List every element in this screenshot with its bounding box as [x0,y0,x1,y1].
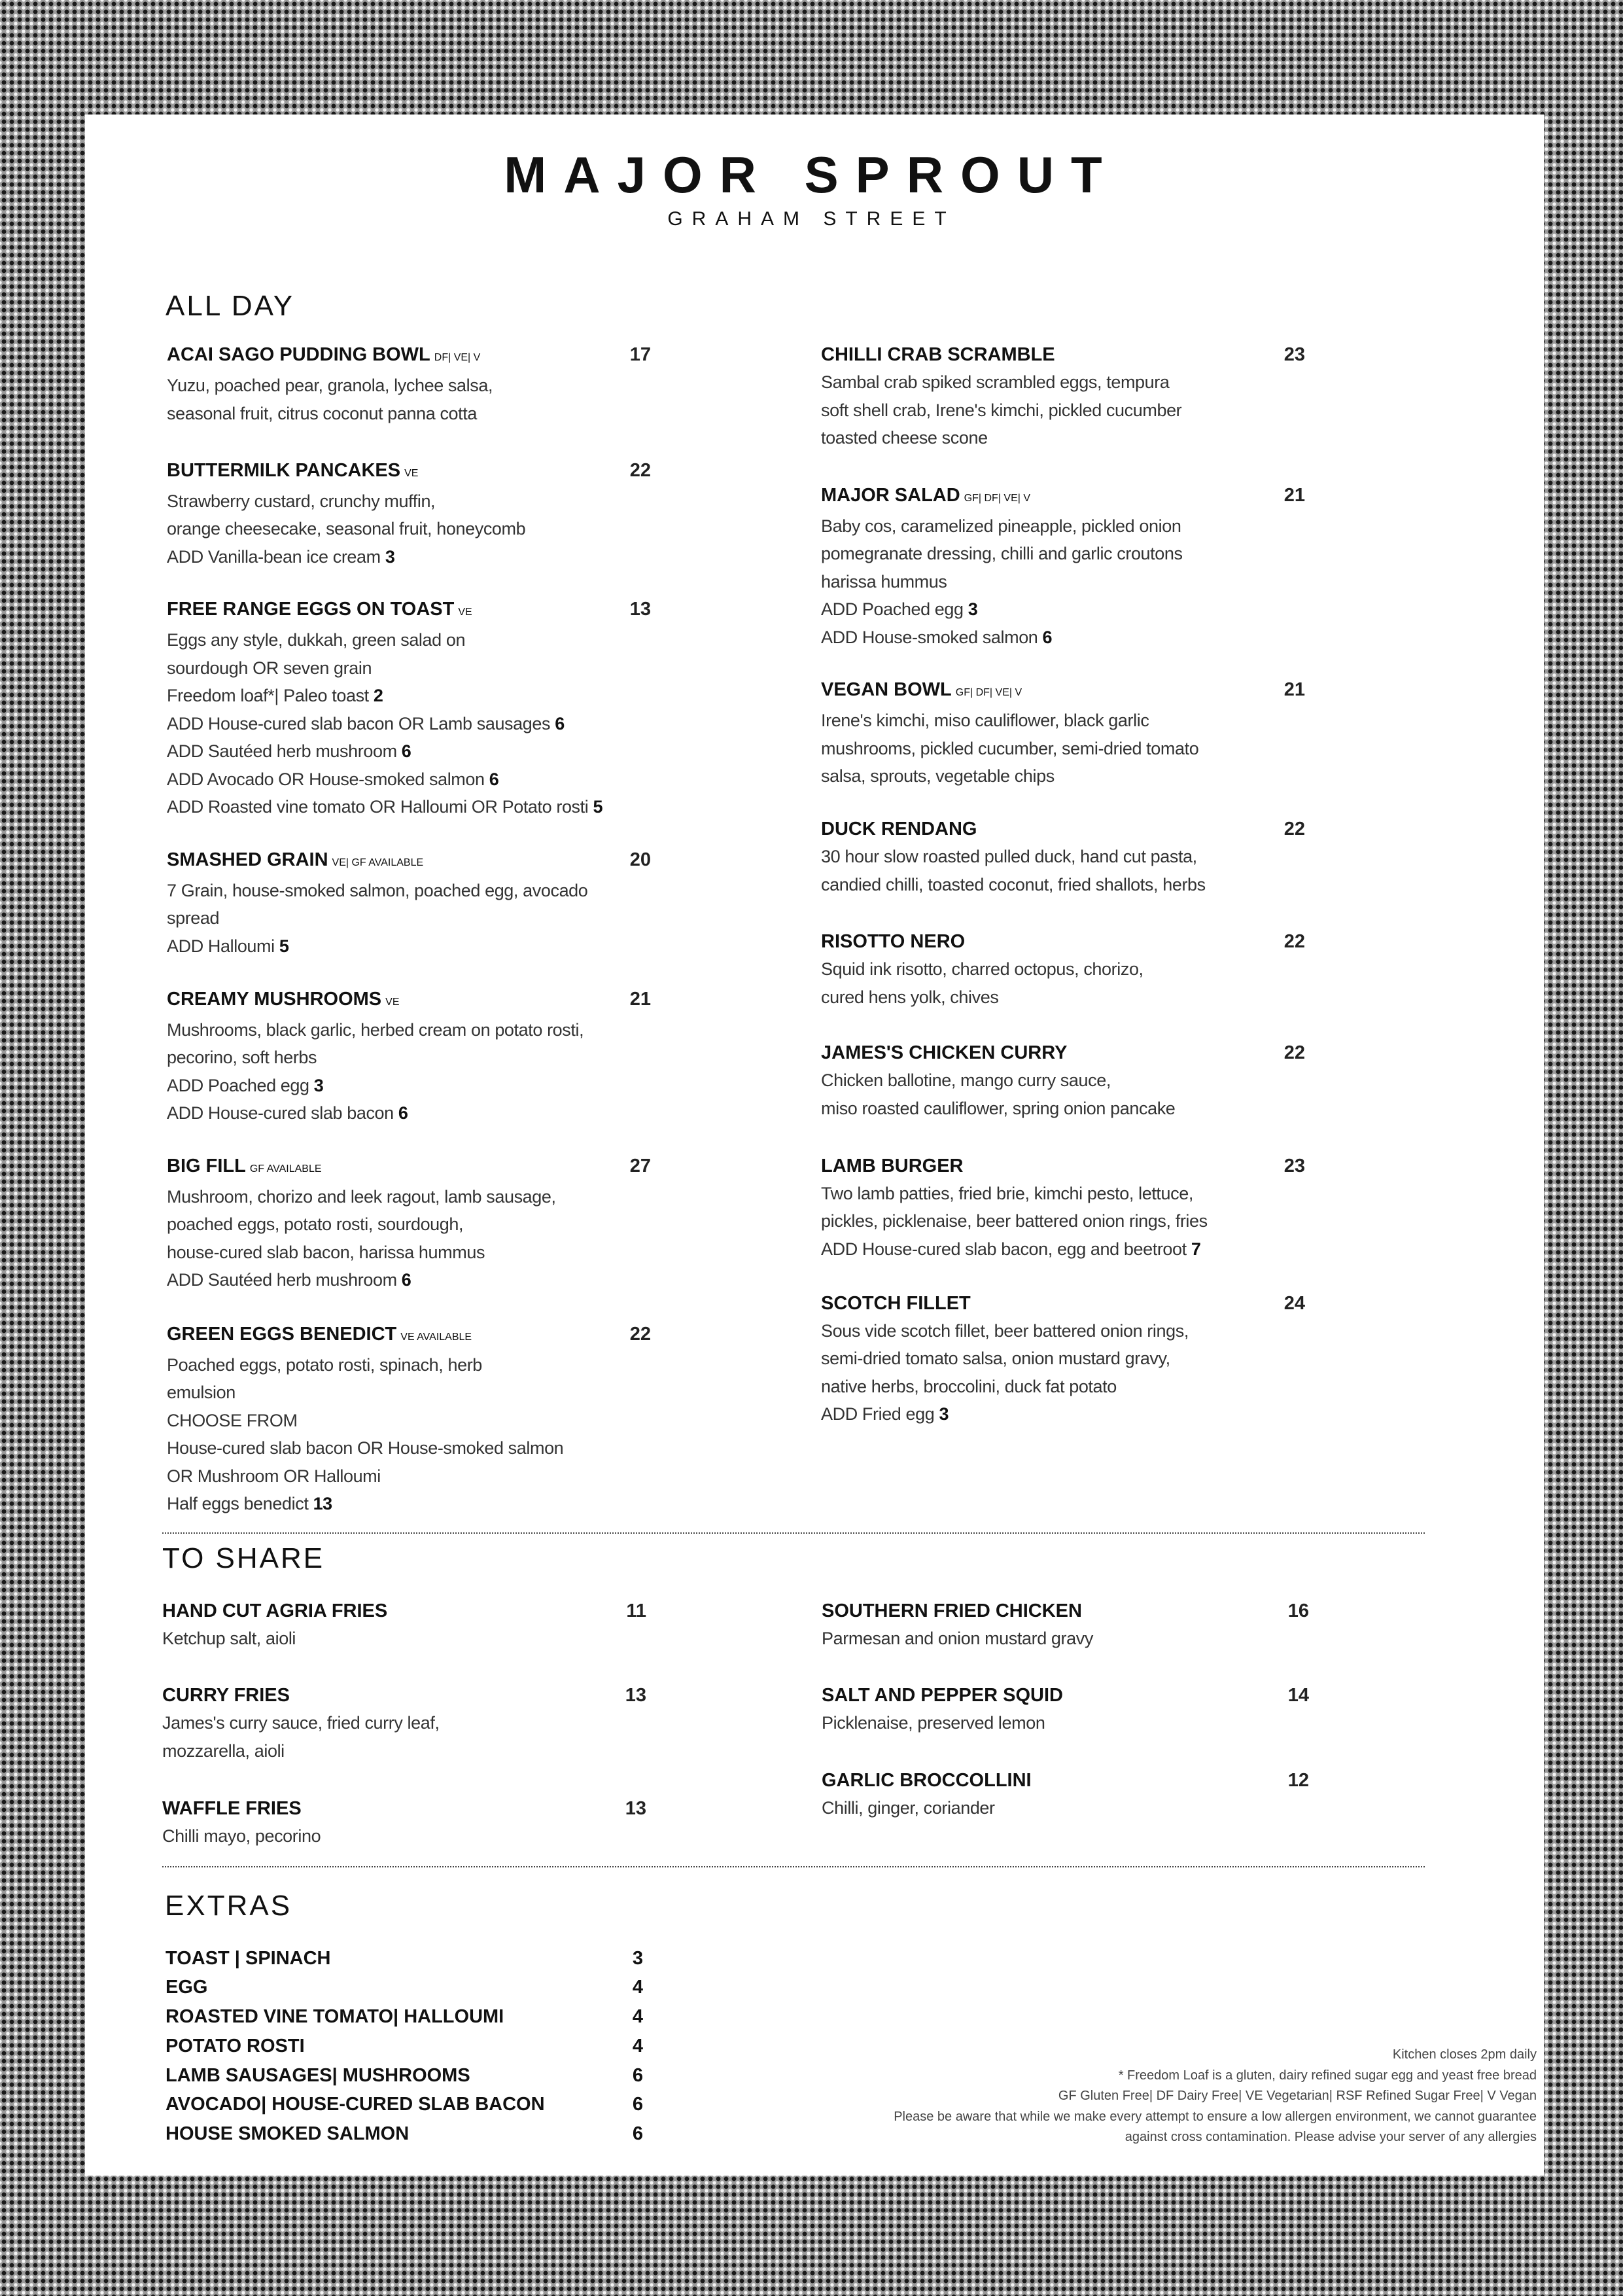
item-name: CHILLI CRAB SCRAMBLE [821,344,1055,366]
footer-line: against cross contamination. Please advise your server of any allergies [1125,2130,1537,2144]
item-price: 16 [1287,1600,1309,1621]
location-subtitle: GRAHAM STREET [667,208,956,230]
item-price: 12 [1287,1770,1309,1792]
line-text: sourdough OR seven grain [167,658,372,678]
item-title [167,985,651,1016]
dietary-tags: VE| GF AVAILABLE [332,857,424,868]
line-text: house-cured slab bacon, harissa hummus [167,1242,485,1262]
item-description-line [167,710,651,738]
footer-line: * Freedom Loaf is a gluten, dairy refined sugar egg and yeast free bread [1118,2068,1537,2083]
line-text: ADD House-cured slab bacon OR Lamb sausages [167,713,551,733]
item-description-line [167,1407,651,1435]
item-name: JAMES'S CHICKEN CURRY [821,1042,1068,1064]
menu-item [162,1597,646,1653]
item-description-line [167,654,651,682]
addon-price: 2 [373,686,383,706]
menu-item [162,1795,646,1850]
dietary-tags: VE [404,467,419,479]
line-text: James's curry sauce, fried curry leaf, [162,1713,440,1733]
item-description-line [821,762,1305,790]
item-description-line [821,707,1305,735]
item-description-line [167,1434,651,1462]
item-description-line [167,877,651,905]
line-text: ADD Sautéed herb mushroom [167,1270,397,1290]
divider [162,1866,1425,1867]
item-price: 24 [1283,1292,1305,1314]
brand-logo: MAJOR SPROUT [504,146,1119,203]
item-price: 17 [629,344,651,366]
line-text: ADD Poached egg [821,599,964,620]
item-name: SALT AND PEPPER SQUID [822,1685,1063,1706]
line-text: Freedom loaf*| Paleo toast [167,686,369,706]
line-text: ADD Halloumi [167,936,275,956]
extra-price: 6 [632,2123,643,2144]
line-text: ADD House-smoked salmon [821,627,1038,647]
line-text: Sambal crab spiked scrambled eggs, tempura [821,372,1170,393]
addon-price: 5 [593,797,603,817]
item-title [822,1767,1309,1794]
line-text: Mushroom, chorizo and leek ragout, lamb sausage, [167,1186,556,1207]
line-text: pomegranate dressing, chilli and garlic croutons [821,544,1183,564]
line-text: toasted cheese scone [821,428,988,448]
line-text: Two lamb patties, fried brie, kimchi pesto, lettuce, [821,1183,1193,1203]
extra-name: AVOCADO| HOUSE-CURED SLAB BACON [166,2094,545,2115]
line-text: ADD House-cured slab bacon, egg and beetroot [821,1239,1187,1259]
item-title [821,341,1305,368]
item-description-line [821,1207,1305,1235]
item-description-line [167,1490,651,1518]
item-description-line [821,595,1305,624]
line-text: House-cured slab bacon OR House-smoked salmon [167,1438,564,1458]
item-name: VEGAN BOWL [821,679,952,701]
dietary-tags: GF| DF| VE| V [964,492,1031,504]
extra-price: 4 [632,2006,643,2028]
line-text: seasonal fruit, citrus coconut panna cotta [167,403,477,423]
line-text: orange cheesecake, seasonal fruit, honeycomb [167,519,526,539]
item-price: 22 [1283,1042,1305,1064]
dietary-tags: GF| DF| VE| V [955,687,1022,699]
menu-item [821,928,1305,1011]
extras-row [166,1973,643,2002]
extra-price: 6 [632,2094,643,2115]
item-description-line [821,368,1305,397]
item-description-line [167,372,651,400]
item-name: FREE RANGE EGGS ON TOAST [167,599,455,620]
item-description-line [167,932,651,961]
line-text: pecorino, soft herbs [167,1048,317,1067]
item-description-line [167,487,651,516]
item-description-line [162,1737,646,1765]
extra-name: ROASTED VINE TOMATO| HALLOUMI [166,2006,504,2028]
line-text: native herbs, broccolini, duck fat potato [821,1376,1117,1396]
addon-price: 3 [939,1404,949,1424]
item-price: 20 [629,849,651,870]
line-text: Parmesan and onion mustard gravy [822,1628,1093,1648]
item-description-line [167,1044,651,1072]
item-price: 11 [626,1600,646,1621]
extras-row [166,1944,643,1973]
item-description-line [821,1180,1305,1208]
item-description-line [167,1379,651,1407]
item-price: 13 [625,1685,646,1706]
addon-price: 6 [401,741,411,762]
line-text: Yuzu, poached pear, granola, lychee salsa, [167,376,493,396]
dietary-tags: VE [385,996,400,1008]
dietary-tags: VE AVAILABLE [400,1331,472,1343]
item-price: 21 [1283,679,1305,701]
item-description-line [167,626,651,654]
line-text: 30 hour slow roasted pulled duck, hand cut pasta, [821,847,1197,866]
extra-name: HOUSE SMOKED SALMON [166,2123,410,2144]
item-name: RISOTTO NERO [821,931,966,953]
item-description-line [162,1822,646,1850]
dietary-tags: DF| VE| V [434,352,481,364]
addon-price: 3 [385,546,395,567]
item-description-line [167,1016,651,1044]
addon-price: 3 [313,1075,324,1095]
item-name: ACAI SAGO PUDDING BOWL [167,344,430,366]
extra-price: 4 [632,2035,643,2057]
item-title [167,846,651,877]
addon-price: 5 [279,936,289,956]
line-text: 7 Grain, house-smoked salmon, poached egg, avocado [167,880,588,900]
addon-price: 6 [398,1103,408,1123]
addon-price: 6 [555,713,565,733]
item-description-line [167,1099,651,1127]
menu-item [167,595,651,821]
line-text: CHOOSE FROM [167,1410,298,1430]
footer-line: GF Gluten Free| DF Dairy Free| VE Vegetarian| RSF Refined Sugar Free| V Vegan [1058,2089,1537,2103]
line-text: Baby cos, caramelized pineapple, pickled onion [821,516,1181,536]
item-name: MAJOR SALAD [821,484,960,506]
item-title [821,482,1305,512]
item-title [821,676,1305,707]
line-text: ADD Avocado OR House-smoked salmon [167,769,485,789]
line-text: emulsion [167,1383,236,1403]
line-text: pickles, picklenaise, beer battered onion rings, fries [821,1211,1208,1231]
item-price: 21 [629,988,651,1010]
footer-notes [894,2045,1537,2148]
item-description-line [821,735,1305,763]
line-text: Chilli mayo, pecorino [162,1826,321,1846]
item-description-line [167,400,651,428]
item-description-line [167,793,651,821]
line-text: candied chilli, toasted coconut, fried shallots, herbs [821,874,1206,894]
item-name: BUTTERMILK PANCAKES [167,459,401,481]
menu-item [821,1290,1305,1428]
menu-item [162,1682,646,1765]
line-text: Picklenaise, preserved lemon [822,1713,1045,1733]
item-title [162,1795,646,1822]
line-text: poached eggs, potato rosti, sourdough, [167,1214,464,1235]
item-price: 13 [629,599,651,620]
divider [162,1532,1425,1534]
line-text: Half eggs benedict [167,1494,309,1514]
item-name: HAND CUT AGRIA FRIES [162,1600,388,1621]
item-name: SMASHED GRAIN [167,849,328,870]
item-title [167,595,651,626]
item-name: GARLIC BROCCOLLINI [822,1770,1032,1792]
item-description-line [167,1266,651,1294]
menu-item [167,1152,651,1294]
line-text: ADD House-cured slab bacon [167,1103,394,1123]
item-price: 22 [1283,819,1305,839]
footer-line: Please be aware that while we make every attempt to ensure a low allergen environment, we cannot guarantee [894,2109,1537,2124]
item-title [821,1290,1305,1317]
line-text: semi-dried tomato salsa, onion mustard gravy, [821,1349,1170,1369]
menu-item [821,1039,1305,1122]
item-description-line [167,737,651,766]
line-text: Irene's kimchi, miso cauliflower, black garlic [821,711,1149,731]
menu-item [821,815,1305,898]
item-description-line [821,1345,1305,1373]
item-name: WAFFLE FRIES [162,1797,302,1819]
menu-item [167,1320,651,1518]
item-description-line [821,568,1305,596]
item-name: SCOTCH FILLET [821,1292,971,1314]
item-title [167,1152,651,1183]
item-description-line [167,1183,651,1211]
item-price: 14 [1287,1685,1309,1706]
line-text: spread [167,908,220,928]
item-title [167,457,651,487]
item-description-line [821,624,1305,652]
item-description-line [821,871,1305,899]
item-price: 23 [1283,344,1305,366]
item-description-line [167,682,651,710]
dietary-tags: GF AVAILABLE [249,1163,322,1174]
line-text: Poached eggs, potato rosti, spinach, herb [167,1354,482,1375]
extra-price: 4 [632,1977,643,1998]
addon-price: 13 [313,1494,332,1514]
item-name: SOUTHERN FRIED CHICKEN [822,1600,1082,1621]
line-text: soft shell crab, Irene's kimchi, pickled cucumber [821,400,1182,420]
item-price: 22 [629,1323,651,1345]
item-price: 22 [1283,931,1305,953]
line-text: mushrooms, pickled cucumber, semi-dried tomato [821,738,1199,758]
item-title [162,1597,646,1625]
line-text: ADD Roasted vine tomato OR Halloumi OR Potato rosti [167,797,589,817]
extra-name: POTATO ROSTI [166,2035,305,2057]
dietary-tags: VE [458,607,472,618]
extras-row [166,2061,643,2091]
item-description-line [821,540,1305,568]
line-text: OR Mushroom OR Halloumi [167,1466,381,1486]
line-text: Mushrooms, black garlic, herbed cream on potato rosti, [167,1019,584,1040]
item-description-line [821,1235,1305,1263]
menu-item [821,341,1305,452]
extra-name: EGG [166,1977,208,1998]
item-description-line [821,955,1305,983]
item-description-line [822,1625,1309,1653]
item-name: LAMB BURGER [821,1155,964,1176]
menu-item [822,1597,1309,1653]
item-price: 27 [629,1155,651,1176]
line-text: salsa, sprouts, vegetable chips [821,766,1055,786]
line-text: ADD Fried egg [821,1404,935,1424]
item-description-line [821,983,1305,1012]
line-text: cured hens yolk, chives [821,987,999,1007]
line-text: Strawberry custard, crunchy muffin, [167,491,436,511]
item-description-line [167,1351,651,1379]
item-title [821,1152,1305,1180]
menu-item [167,341,651,427]
line-text: Eggs any style, dukkah, green salad on [167,630,466,650]
item-description-line [821,843,1305,871]
line-text: Sous vide scotch fillet, beer battered onion rings, [821,1320,1189,1341]
line-text: ADD Sautéed herb mushroom [167,741,397,762]
menu-item [167,457,651,571]
item-description-line [167,515,651,543]
item-description-line [162,1709,646,1737]
addon-price: 3 [968,599,978,620]
item-title [822,1682,1309,1709]
item-title [821,928,1305,955]
item-description-line [821,397,1305,425]
item-title [162,1682,646,1709]
line-text: ADD Vanilla-bean ice cream [167,546,381,567]
item-description-line [167,1462,651,1491]
addon-price: 6 [1042,627,1053,647]
item-price: 13 [625,1797,646,1819]
menu-item [821,676,1305,790]
menu-item [822,1682,1309,1737]
item-description-line [167,1239,651,1267]
item-description-line [162,1625,646,1653]
line-text: Chilli, ginger, coriander [822,1798,995,1818]
menu-item [821,482,1305,652]
item-title [821,1039,1305,1067]
footer-line: Kitchen closes 2pm daily [1392,2047,1537,2062]
item-description-line [821,1400,1305,1428]
extras-row [166,2032,643,2061]
line-text: mozzarella, aioli [162,1740,285,1761]
line-text: harissa hummus [821,571,947,592]
item-description-line [167,1210,651,1239]
extra-name: TOAST | SPINACH [166,1947,331,1969]
line-text: Chicken ballotine, mango curry sauce, [821,1070,1111,1091]
item-description-line [821,1317,1305,1345]
menu-item [167,846,651,961]
item-title [822,1597,1309,1625]
extra-name: LAMB SAUSAGES| MUSHROOMS [166,2064,470,2086]
item-name: BIG FILL [167,1155,246,1176]
extra-price: 6 [632,2064,643,2086]
extras-row [166,2119,643,2149]
addon-price: 6 [401,1270,411,1290]
item-description-line [821,512,1305,540]
item-title [821,815,1305,843]
item-description-line [822,1709,1309,1737]
extras-row [166,2090,643,2119]
item-name: DUCK RENDANG [821,819,977,839]
item-name: CURRY FRIES [162,1685,290,1706]
item-description-line [167,766,651,794]
item-description-line [167,1072,651,1100]
item-name: GREEN EGGS BENEDICT [167,1323,397,1345]
item-price: 21 [1283,484,1305,506]
item-name: CREAMY MUSHROOMS [167,988,382,1010]
extras-row [166,2002,643,2032]
item-description-line [821,1067,1305,1095]
item-price: 23 [1283,1155,1305,1176]
menu-item [167,985,651,1127]
item-description-line [821,424,1305,452]
item-description-line [821,1095,1305,1123]
addon-price: 7 [1191,1239,1201,1259]
addon-price: 6 [489,769,499,789]
item-title [167,1320,651,1351]
section-heading-all-day: ALL DAY [166,290,295,322]
item-description-line [822,1794,1309,1822]
extra-price: 3 [632,1947,643,1969]
item-description-line [167,543,651,571]
line-text: Ketchup salt, aioli [162,1628,296,1648]
menu-item [822,1767,1309,1822]
line-text: ADD Poached egg [167,1075,309,1095]
line-text: Squid ink risotto, charred octopus, chorizo, [821,959,1143,980]
item-title [167,341,651,372]
line-text: miso roasted cauliflower, spring onion pancake [821,1098,1176,1118]
section-heading-extras: EXTRAS [165,1890,292,1922]
item-price: 22 [629,459,651,481]
item-description-line [167,904,651,932]
item-description-line [821,1373,1305,1401]
menu-item [821,1152,1305,1263]
section-heading-to-share: TO SHARE [162,1542,325,1574]
